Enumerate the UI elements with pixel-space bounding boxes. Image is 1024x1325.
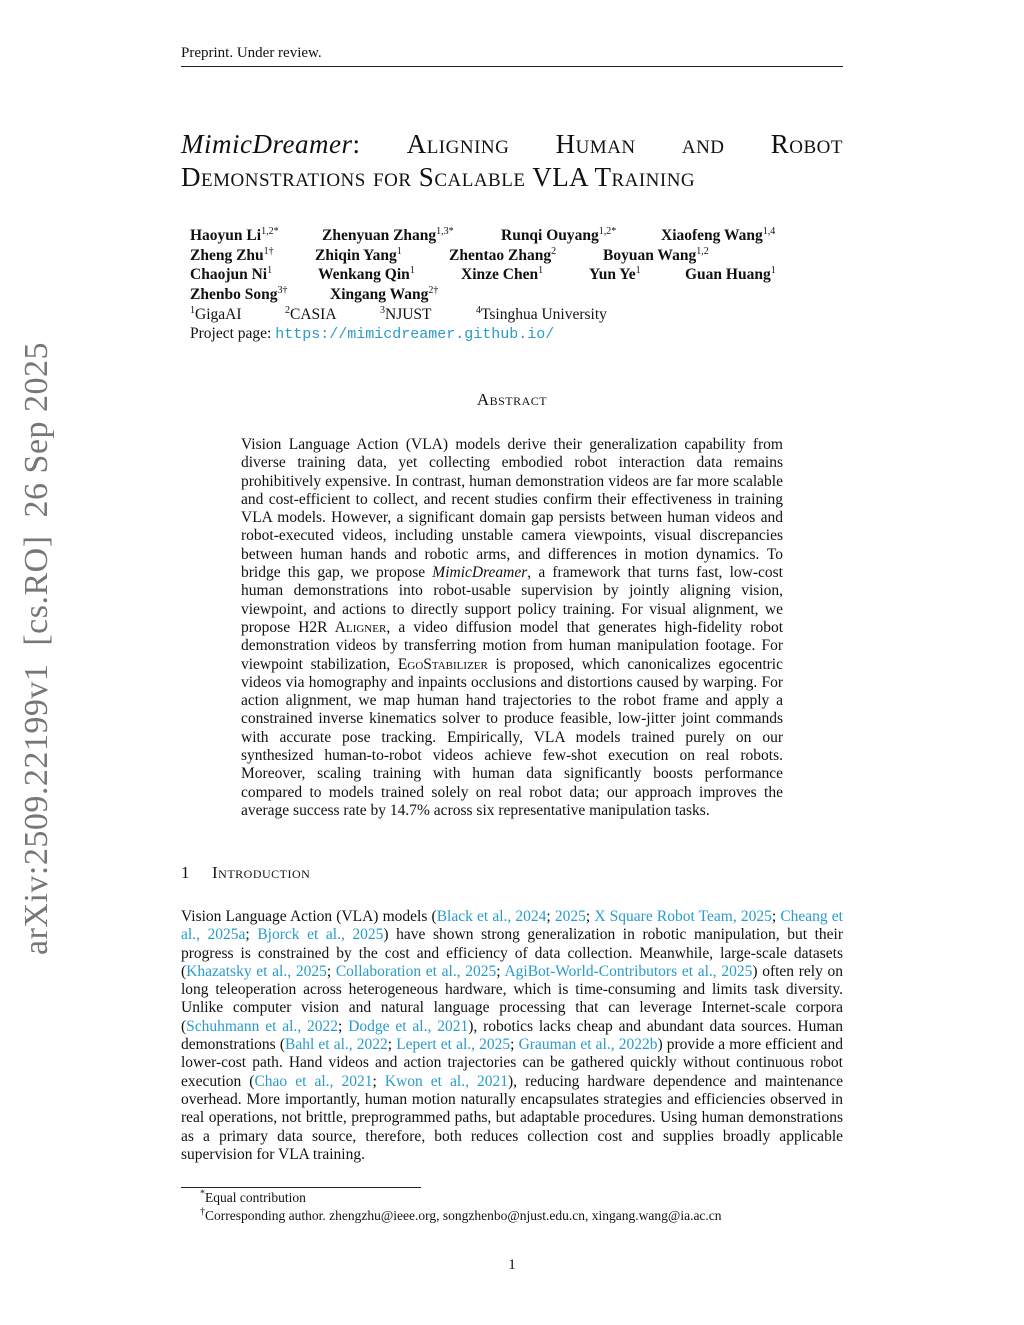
affiliations: $^1$GigaAI $^2$CASIA $^3$NJUST $^4$Tsinghua University Project page: https://mimicdreamer.github.io/ [190,304,607,343]
footnote-corresponding: †Corresponding author. zhengzhu@ieee.org, songzhenbo@njust.edu.cn, xingang.wang@ia.ac.cn [200,1206,722,1223]
author-name: Runqi Ouyang [501,227,599,244]
h2r-aligner: H2R Aligner [298,618,387,636]
affiliation: GigaAI [195,306,242,323]
running-header: Preprint. Under review. [181,45,322,61]
ego-stabilizer: EgoStabilizer [397,655,488,673]
author-block: Haoyun $Li^{1,2*}$ Zhenyuan Zhang$^{1,3*}$ Runqi Ouyang$^{1,2*}$ Xiaofeng Wang$^{1,4}$ Zheng Zhu$^{1\dagger}$ Zhiqin Yang$^1$ Zhentao Zhang$^2$ Boyuan Wang$^{1,2}$ Chaojun Ni$^1$ Wenkang Qin$^1$ Xinze Chen$^1$ Yun Ye$^1$ Guan Huang$^1$ Zhenbo Song$^{3\dagger}$ Xingang Wang$^{2\dagger}$ [190,225,776,303]
paper-title: MimicDreamer: Aligning Human and Robot Demonstrations for Scalable VLA Training [181,129,843,192]
citation-link[interactable]: Bahl et al., 2022 [285,1036,388,1054]
affiliation: CASIA [290,306,337,323]
citation-link[interactable]: AgiBot-World-Contributors et al., 2025 [504,962,753,980]
footnote-equal: *Equal contribution [200,1188,306,1205]
header-rule [181,66,843,67]
citation-link[interactable]: Chao et al., 2021 [254,1072,373,1090]
author-name: Zheng Zhu [190,246,264,264]
section-heading: 1 Introduction [181,863,311,882]
citation-link[interactable]: Black et al., 2024 [436,908,547,925]
title-word: Human [555,129,636,159]
citation-link[interactable]: Collaboration et al., 2025 [335,962,497,980]
author-name: Zhenbo Song [190,285,278,303]
citation-link[interactable]: Kwon et al., 2021 [384,1072,509,1090]
title-word: and [681,129,725,159]
project-label: Project page: [190,325,272,342]
author-name: Chaojun Ni [190,266,268,283]
author-name: Xiaofeng Wang [661,227,763,244]
page-number: 1 [508,1257,516,1273]
citation-link[interactable]: Bjorck et al., 2025 [257,926,384,944]
arxiv-stamp: arXiv:2509.22199v1[cs.RO]26 Sep 2025 [18,341,55,955]
title-line-2: Demonstrations for Scalable VLA Training [181,162,696,192]
intro-paragraph: Vision Language Action (VLA) models (Black et al., 2024; 2025; X Square Robot Team, 2025; Cheang et al., 2025a; Bjorck et al., 2025) have shown strong generalization in robotic manipulation, but their progress is constrained by the cost and efficiency of data collection. Meanwhile, large-scale datasets (Khazatsky et al., 2025; Collaboration et al., 2025; AgiBot-World-Contributors et al., 2025) often rely on long teleoperation across heterogeneous hardware, which is time-consuming and limits task diversity. Unlike computer vision and natural language processing that can leverage Internet-scale corpora (Schuhmann et al., 2022; Dodge et al., 2021), robotics lacks cheap and abundant data sources. Human demonstrations (Bahl et al., 2022; Lepert et al., 2025; Grauman et al., 2022b) provide a more efficient and lower-cost path. Hand videos and action trajectories can be gathered quickly without continuous robot execution (Chao et al., 2021; Kwon et al., 2021), reducing hardware dependence and maintenance overhead. More importantly, human motion naturally encapsulates strategies and efficiencies observed in real operations, not brittle, preprogrammed paths, but adaptable procedures. Using human demonstrations as a primary data source, therefore, both reduces collection cost and supplies broadly applicable supervision for VLA training. [181,908,844,1163]
author-name: Zhenyuan Zhang [322,227,437,244]
author-name: Haoyun Li [190,227,262,244]
author-name: Xinze Chen [461,266,539,283]
citation-link[interactable]: Lepert et al., 2025 [396,1036,511,1054]
citation-link[interactable]: 2025 [554,908,586,925]
title-word: Aligning [406,129,510,159]
citation-link[interactable]: Grauman et al., 2022b [518,1036,658,1054]
author-name: Yun Ye [589,266,636,283]
method-name: MimicDreamer [432,564,528,582]
title-name: MimicDreamer [181,129,353,159]
citation-link[interactable]: Khazatsky et al., 2025 [186,962,327,980]
author-name: Guan Huang [685,266,771,283]
citation-link[interactable]: X Square Robot Team, 2025 [594,908,772,925]
citation-link[interactable]: Cheang et al., 2025a [181,908,843,944]
title-word: Robot [770,129,843,159]
abstract-body: Vision Language Action (VLA) models derive their generalization capability from diverse training data, yet collecting embodied robot interaction data remains prohibitively expensive. In contrast, human demonstration videos are far more scalable and cost-efficient to collect, and recent studies confirm their effectiveness in training VLA models. However, a significant domain gap persists between human videos and robot-executed videos, including unstable camera viewpoints, visual discrepancies between human hands and robotic arms, and differences in motion dynamics. To bridge this gap, we propose MimicDreamer, a framework that turns fast, low-cost human demonstrations into robot-usable supervision by jointly aligning vision, viewpoint, and actions to directly support policy training. For visual alignment, we propose H2R Aligner, a video diffusion model that generates high-fidelity robot demonstration videos by transferring motion from human manipulation footage. For viewpoint stabilization, EgoStabilizer is proposed, which canonicalizes egocentric videos via homography and inpaints occlusions and distortions caused by warping. For action alignment, we map human hand trajectories to the robot frame and apply a constrained inverse kinematics solver to produce feasible, low-jitter joint commands with accurate pose tracking. Empirically, VLA models trained purely on our synthesized human-to-robot videos achieve few-shot execution on real robots. Moreover, scaling training with human data significantly boosts performance compared to models trained solely on real robot data; our approach improves the average success rate by 14.7% across six representative manipulation tasks. [241,436,783,819]
footnote-rule [181,1187,421,1188]
citation-link[interactable]: Dodge et al., 2021 [348,1017,469,1035]
author-name: Zhentao Zhang [449,246,552,264]
author-name: Xingang Wang [330,285,429,303]
abstract-heading: Abstract [476,390,548,409]
affiliation: Tsinghua University [481,306,607,323]
author-name: Zhiqin Yang [315,246,397,264]
author-name: Wenkang Qin [318,266,410,283]
citation-link[interactable]: Schuhmann et al., 2022 [186,1017,339,1035]
author-name: Boyuan Wang [603,246,697,264]
affiliation: NJUST [385,306,432,323]
project-link[interactable]: https://mimicdreamer.github.io/ [275,326,555,343]
